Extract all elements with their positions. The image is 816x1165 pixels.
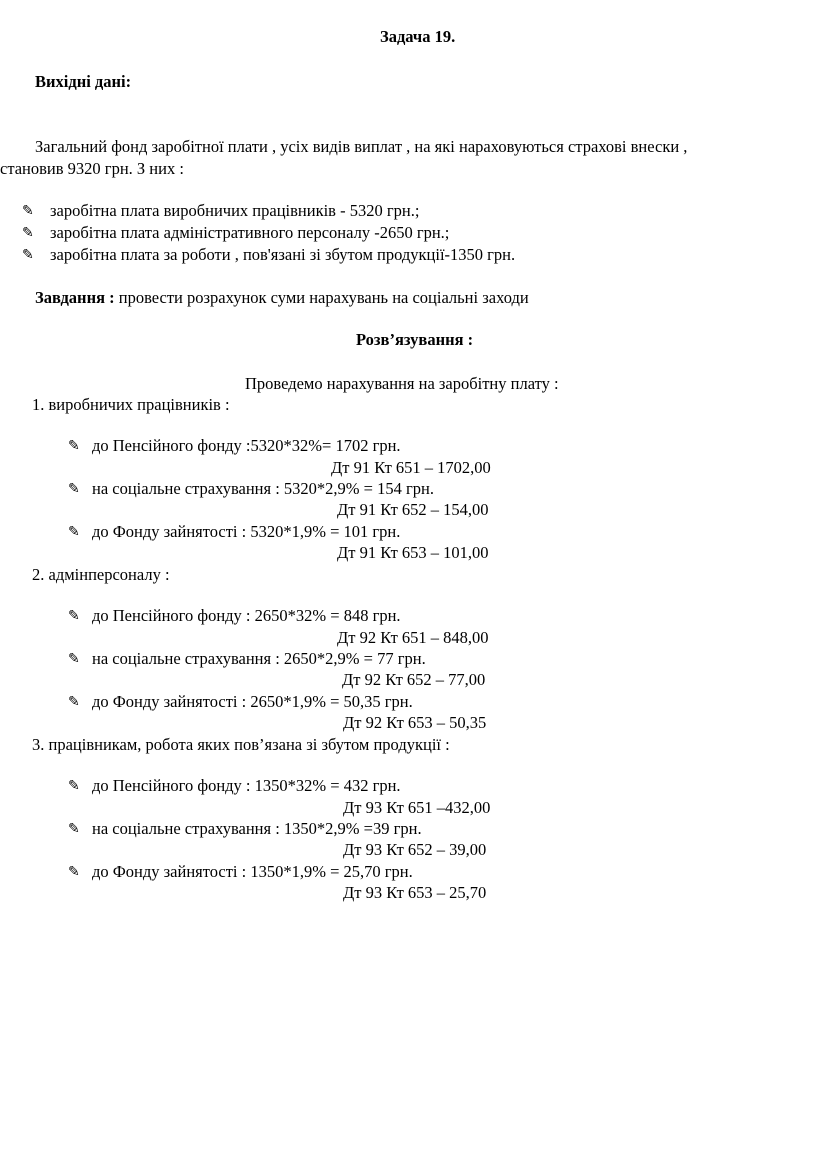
calc-line: до Пенсійного фонду :5320*32%= 1702 грн. <box>92 436 401 455</box>
calc-line: до Фонду зайнятості : 5320*1,9% = 101 грн. <box>92 522 401 541</box>
calc-line: до Фонду зайнятості : 1350*1,9% = 25,70 грн. <box>92 862 413 881</box>
group-heading-1: 1. виробничих працівників : <box>32 395 230 414</box>
bullet-arrow-icon: ✎ <box>22 203 34 219</box>
journal-entry: Дт 92 Кт 651 – 848,00 <box>337 628 489 647</box>
journal-entry: Дт 92 Кт 653 – 50,35 <box>343 713 487 732</box>
group-heading-3: 3. працівникам, робота яких пов’язана зі збутом продукції : <box>32 735 450 754</box>
calc-line: до Пенсійного фонду : 1350*32% = 432 грн. <box>92 776 401 795</box>
component-item: заробітна плата за роботи , пов'язані зі збутом продукції-1350 грн. <box>50 245 516 264</box>
bullet-arrow-icon: ✎ <box>68 481 80 497</box>
bullet-arrow-icon: ✎ <box>22 247 34 263</box>
bullet-arrow-icon: ✎ <box>68 694 80 710</box>
group-heading-2: 2. адмінперсоналу : <box>32 565 170 584</box>
component-item: заробітна плата виробничих працівників - 5320 грн.; <box>50 201 420 220</box>
solution-intro: Проведемо нарахування на заробітну плату : <box>245 374 559 393</box>
journal-entry: Дт 92 Кт 652 – 77,00 <box>342 670 486 689</box>
journal-entry: Дт 93 Кт 651 –432,00 <box>343 798 491 817</box>
bullet-arrow-icon: ✎ <box>68 524 80 540</box>
calc-line: на соціальне страхування : 2650*2,9% = 77 грн. <box>92 649 426 668</box>
calc-line: до Пенсійного фонду : 2650*32% = 848 грн. <box>92 606 401 625</box>
intro-line-2: становив 9320 грн. З них : <box>0 159 184 178</box>
calc-line: на соціальне страхування : 1350*2,9% =39 грн. <box>92 819 422 838</box>
journal-entry: Дт 91 Кт 652 – 154,00 <box>337 500 489 519</box>
journal-entry: Дт 93 Кт 653 – 25,70 <box>343 883 487 902</box>
task-text: провести розрахунок суми нарахувань на соціальні заходи <box>114 288 529 307</box>
component-item: заробітна плата адміністративного персоналу -2650 грн.; <box>50 223 450 242</box>
journal-entry: Дт 91 Кт 651 – 1702,00 <box>331 458 491 477</box>
bullet-arrow-icon: ✎ <box>22 225 34 241</box>
bullet-arrow-icon: ✎ <box>68 864 80 880</box>
task-line <box>35 288 529 308</box>
journal-entry: Дт 93 Кт 652 – 39,00 <box>343 840 487 859</box>
bullet-arrow-icon: ✎ <box>68 438 80 454</box>
calc-line: до Фонду зайнятості : 2650*1,9% = 50,35 грн. <box>92 692 413 711</box>
intro-line-1: Загальний фонд заробітної плати , усіх видів виплат , на які нараховуються страхові внески , <box>35 137 688 156</box>
bullet-arrow-icon: ✎ <box>68 608 80 624</box>
solution-heading: Розв’язування : <box>356 330 474 349</box>
bullet-arrow-icon: ✎ <box>68 651 80 667</box>
bullet-arrow-icon: ✎ <box>68 821 80 837</box>
journal-entry: Дт 91 Кт 653 – 101,00 <box>337 543 489 562</box>
input-heading: Вихідні дані: <box>35 72 132 91</box>
calc-line: на соціальне страхування : 5320*2,9% = 154 грн. <box>92 479 434 498</box>
document-title: Задача 19. <box>380 27 456 46</box>
bullet-arrow-icon: ✎ <box>68 778 80 794</box>
task-label: Завдання : <box>35 288 115 307</box>
